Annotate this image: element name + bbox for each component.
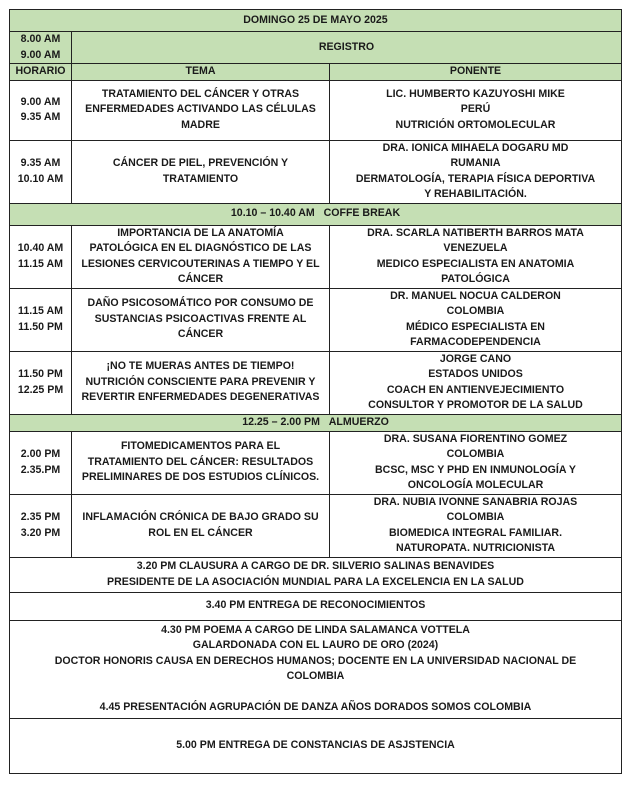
session-time-line: 10.10 AM — [17, 172, 64, 185]
session-time — [10, 80, 72, 140]
session-time-line: 11.50 PM — [18, 320, 63, 333]
poema-line-2: GALARDONADA CON EL LAURO DE ORO (2024) — [192, 639, 439, 651]
session-topic-line: CÁNCER — [177, 328, 224, 341]
session-topic — [72, 431, 330, 494]
break-row-lunch — [10, 414, 622, 431]
session-speaker-line: DRA. IONICA MIHAELA DOGARU MD — [382, 141, 569, 154]
session-speaker-line: COLOMBIA — [446, 511, 505, 523]
session-topic-line: FITOMEDICAMENTOS PARA EL — [120, 440, 281, 453]
session-topic-line: LESIONES CERVICOUTERINAS A TIEMPO Y EL — [81, 257, 320, 270]
session-topic-line: DAÑO PSICOSOMÁTICO POR CONSUMO DE — [87, 297, 314, 310]
poema-line-3: DOCTOR HONORIS CAUSA EN DERECHOS HUMANOS; DOCENTE EN LA UNIVERSIDAD NACIONAL DE — [54, 654, 577, 667]
session-speaker-line: RUMANIA — [450, 157, 501, 169]
session-time-line: 2.35.PM — [20, 463, 61, 476]
session-topic-line: NUTRICIÓN CONSCIENTE PARA PREVENIR Y — [85, 375, 316, 388]
session-time-line: 11.15 AM — [18, 257, 63, 270]
session-row — [10, 288, 622, 351]
session-topic — [72, 225, 330, 288]
session-group-late-morning — [10, 225, 622, 414]
session-row — [10, 351, 622, 414]
coffee-break-label: COFFE BREAK — [323, 207, 401, 220]
session-speaker — [330, 431, 622, 494]
session-group-afternoon — [10, 431, 622, 557]
session-topic-line: SUSTANCIAS PSICOACTIVAS FRENTE AL — [94, 312, 307, 325]
session-time-line: 2.00 PM — [20, 448, 61, 460]
session-speaker-line: Y REHABILITACIÓN. — [424, 188, 527, 200]
session-speaker-line: DRA. NUBIA IVONNE SANABRIA ROJAS — [373, 495, 578, 508]
session-speaker-line: PATOLÓGICA — [441, 273, 510, 285]
session-speaker-line: MEDICO ESPECIALISTA EN ANATOMIA — [376, 257, 575, 270]
session-speaker-line: BCSC, MSC Y PHD EN INMUNOLOGÍA Y — [375, 463, 576, 476]
session-time-line: 12.25 PM — [17, 383, 64, 396]
poema-line-1: 4.30 PM POEMA A CARGO DE LINDA SALAMANCA VOTTELA — [161, 623, 470, 636]
session-group-morning — [10, 80, 622, 203]
agenda-page — [9, 9, 622, 774]
danza-line: 4.45 PRESENTACIÓN AGRUPACIÓN DE DANZA AÑOS DORADOS SOMOS COLOMBIA — [99, 701, 532, 713]
session-topic — [72, 494, 330, 557]
agenda-table — [9, 9, 622, 774]
poema-line-4: COLOMBIA — [286, 670, 345, 682]
session-topic-line: TRATAMIENTO — [162, 172, 239, 185]
session-topic-line: ¡NO TE MUERAS ANTES DE TIEMPO! — [106, 360, 295, 373]
column-header-row — [10, 64, 622, 81]
session-topic-line: ENFERMEDADES ACTIVANDO LAS CÉLULAS — [85, 103, 316, 116]
session-time-line: 11.15 AM — [18, 305, 63, 317]
session-time — [10, 494, 72, 557]
session-speaker-line: DR. MANUEL NOCUA CALDERON — [390, 289, 561, 302]
session-row — [10, 431, 622, 494]
session-time-line: 9.35 AM — [20, 157, 61, 169]
closing-reconocimientos-row — [10, 592, 622, 620]
session-topic-line: CÁNCER — [177, 273, 224, 285]
session-speaker — [330, 140, 622, 203]
session-speaker-line: MÉDICO ESPECIALISTA EN — [406, 320, 545, 333]
coffee-break — [10, 203, 622, 225]
session-topic-line: IMPORTANCIA DE LA ANATOMÍA — [117, 226, 284, 239]
session-time — [10, 351, 72, 414]
session-time — [10, 431, 72, 494]
session-topic — [72, 80, 330, 140]
closing-poema-row — [10, 620, 622, 718]
session-row — [10, 225, 622, 288]
session-topic-line: INFLAMACIÓN CRÓNICA DE BAJO GRADO SU — [82, 511, 319, 523]
session-speaker — [330, 225, 622, 288]
session-topic-line: REVERTIR ENFERMEDADES DEGENERATIVAS — [81, 391, 320, 404]
session-speaker-line: NATUROPATA. NUTRICIONISTA — [395, 542, 556, 554]
session-speaker-line: ESTADOS UNIDOS — [428, 368, 523, 380]
session-topic-line: PATOLÓGICA EN EL DIAGNÓSTICO DE LAS — [89, 242, 312, 254]
session-row — [10, 80, 622, 140]
clausura-line-1: 3.20 PM CLAUSURA A CARGO DE DR. SILVERIO SALINAS BENAVIDES — [136, 560, 495, 572]
session-time-line: 11.50 PM — [18, 368, 63, 380]
registration-time-start: 8.00 AM — [20, 33, 61, 45]
session-time — [10, 225, 72, 288]
session-speaker-line: COLOMBIA — [446, 305, 505, 317]
registration-row — [10, 32, 622, 64]
registration-label: REGISTRO — [72, 32, 622, 64]
column-header-speaker: PONENTE — [330, 64, 622, 81]
closing-clausura — [10, 557, 622, 592]
session-time-line: 9.35 AM — [20, 111, 61, 123]
break-row-coffee — [10, 203, 622, 225]
header-row — [10, 10, 622, 32]
session-row — [10, 140, 622, 203]
lunch-break-time: 12.25 – 2.00 PM — [242, 415, 320, 428]
session-speaker-line: COACH EN ANTIENVEJECIMIENTO — [386, 383, 565, 396]
session-topic-line: ROL EN EL CÁNCER — [148, 526, 253, 539]
session-speaker-line: JORGE CANO — [439, 352, 512, 365]
clausura-line-2: PRESIDENTE DE LA ASOCIACIÓN MUNDIAL PARA LA EXCELENCIA EN LA SALUD — [107, 575, 524, 588]
session-time — [10, 288, 72, 351]
session-speaker-line: NUTRICIÓN ORTOMOLECULAR — [395, 118, 556, 131]
session-topic — [72, 140, 330, 203]
session-speaker-line: DERMATOLOGÍA, TERAPIA FÍSICA DEPORTIVA — [355, 172, 596, 185]
closing-reconocimientos: 3.40 PM ENTREGA DE RECONOCIMIENTOS — [10, 592, 622, 620]
session-speaker-line: DRA. SUSANA FIORENTINO GOMEZ — [383, 432, 568, 445]
session-topic-line: PRELIMINARES DE DOS ESTUDIOS CLÍNICOS. — [81, 471, 320, 484]
session-speaker-line: PERÚ — [460, 103, 491, 116]
lunch-break — [10, 414, 622, 431]
closing-poema — [10, 620, 622, 718]
session-speaker-line: CONSULTOR Y PROMOTOR DE LA SALUD — [368, 399, 583, 411]
lunch-break-label: ALMUERZO — [328, 415, 389, 428]
session-speaker — [330, 494, 622, 557]
session-time-line: 2.35 PM — [20, 511, 61, 523]
session-speaker-line: LIC. HUMBERTO KAZUYOSHI MIKE — [386, 87, 565, 100]
closing-constancias-row — [10, 718, 622, 773]
session-topic-line: TRATAMIENTO DEL CÁNCER Y OTRAS — [101, 87, 300, 100]
session-speaker — [330, 351, 622, 414]
session-speaker-line: ONCOLOGÍA MOLECULAR — [407, 479, 544, 491]
session-row — [10, 494, 622, 557]
session-speaker-line: VENEZUELA — [443, 242, 508, 254]
registration-time-end: 9.00 AM — [20, 48, 61, 61]
session-time-line: 9.00 AM — [20, 95, 61, 108]
session-speaker-line: BIOMEDICA INTEGRAL FAMILIAR. — [388, 526, 563, 539]
session-time-line: 10.40 AM — [17, 242, 64, 254]
session-topic-line: MADRE — [181, 118, 220, 131]
session-speaker-line: DRA. SCARLA NATIBERTH BARROS MATA — [367, 226, 584, 239]
session-time-line: 3.20 PM — [20, 526, 61, 539]
coffee-break-time: 10.10 – 10.40 AM — [230, 207, 315, 220]
session-topic — [72, 288, 330, 351]
session-speaker-line: FARMACODEPENDENCIA — [410, 336, 541, 348]
day-title: DOMINGO 25 DE MAYO 2025 — [10, 10, 622, 32]
registration-time — [10, 32, 72, 64]
column-header-time: HORARIO — [10, 64, 72, 81]
session-speaker — [330, 288, 622, 351]
session-speaker-line: COLOMBIA — [446, 448, 505, 460]
session-speaker — [330, 80, 622, 140]
closing-constancias: 5.00 PM ENTREGA DE CONSTANCIAS DE ASJSTENCIA — [10, 718, 622, 773]
session-time — [10, 140, 72, 203]
session-topic — [72, 351, 330, 414]
column-header-topic: TEMA — [72, 64, 330, 81]
session-topic-line: CÁNCER DE PIEL, PREVENCIÓN Y — [112, 157, 289, 169]
closing-clausura-row — [10, 557, 622, 592]
session-topic-line: TRATAMIENTO DEL CÁNCER: RESULTADOS — [87, 455, 314, 468]
